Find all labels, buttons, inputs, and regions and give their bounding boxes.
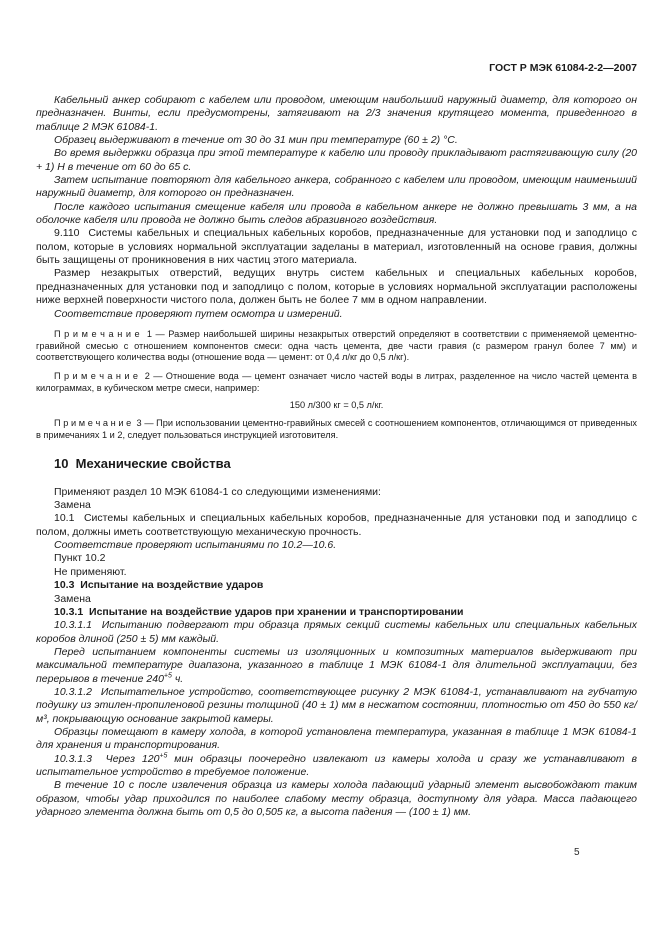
notes-block: [36, 329, 637, 442]
note-3: П р и м е ч а н и е 3 — При использовании цементно-гравийных смесей с соотношением компонентов, отличающимся от приведенных в примечаниях 1 и 2, следует пользоваться инструкцией изготовителя.: [36, 418, 637, 441]
clause-conformity-tests: Соответствие проверяют испытаниями по 10.2—10.6.: [54, 539, 337, 552]
superscript-tolerance-2: +5: [159, 752, 168, 760]
clause-repeat-test: Затем испытание повторяют для кабельного анкера, собранного с кабелем или проводом, имеющим наименьший наружный диаметр, для которого он предназначен.: [36, 174, 637, 200]
clause-10-3-1-3: [36, 753, 637, 780]
clause-specimen-hold: Образец выдерживают в течение от 30 до 31 мин при температуре (60 ± 2) °С.: [54, 134, 458, 147]
clause-displacement-limit: После каждого испытания смещение кабеля или провода в кабельном анкере не должно превышать 3 мм, а на оболочке кабеля или провода не должно быть следов абразивного воздействия.: [36, 200, 637, 227]
water-cement-formula: 150 л/300 кг = 0,5 л/кг.: [289, 400, 384, 411]
page-content: [36, 63, 637, 819]
clause-conformity-inspection: Соответствие проверяют путем осмотра и измерений.: [54, 307, 343, 320]
clause-10-3-1-2: 10.3.1.2 Испытательное устройство, соответствующее рисунку 2 МЭК 61084-1, устанавливают на губчатую подушку из этилен-пропиленовой резины толщиной (40 ± 1) мм в несжатом состоянии, плотностью от 450 до 550 кг/м³, покрывающую основание закрытой камеры.: [36, 685, 637, 725]
doc-code-header: ГОСТ Р МЭК 61084-2-2—2007: [489, 62, 637, 74]
note-2: П р и м е ч а н и е 2 — Отношение вода — цемент означает число частей воды в литрах, разделенное на число частей цемента в килограммах, в кубическом метре смеси, например:: [36, 370, 637, 393]
clause-replacement-2: Замена: [54, 592, 91, 605]
clause-not-applied: Не применяют.: [54, 565, 127, 578]
clause-9-110: 9.110 Системы кабельных и специальных кабельных коробов, предназначенные для установки под и заподлицо с полом, которые в условиях нормальной эксплуатации заделаны в материал, изготовленный на основе гравия, должны быть защищены от проникновения в них частиц этого материала.: [36, 227, 637, 267]
clause-10-3-1-heading: 10.3.1 Испытание на воздействие ударов при хранении и транспортировании: [54, 605, 464, 618]
superscript-tolerance: +5: [163, 672, 172, 680]
clause-impact-release: В течение 10 с после извлечения образца из камеры холода падающий ударный элемент высвобождают таким образом, чтобы удар приходился по наиболее слабому месту образца, доступному для удара. Масса падающего ударного элемента должна быть от 0,5 до 0,505 кг, а высота падения — (100 ± 1) мм.: [36, 779, 637, 819]
clause-replacement-1: Замена: [54, 499, 91, 512]
clause-conditioning: [36, 646, 637, 686]
conditioning-unit: ч.: [171, 672, 184, 685]
clause-cold-chamber: Образцы помещают в камеру холода, в которой установлена температура, указанная в таблице 1 МЭК 61084-1 для хранения и транспортирования.: [36, 725, 637, 752]
clause-10-3-heading: 10.3 Испытание на воздействие ударов: [54, 579, 264, 592]
clause-10-3-1-1: 10.3.1.1 Испытанию подвергают три образца прямых секций системы кабельных или специальных кабельных коробов длиной (250 ± 5) мм каждый.: [36, 619, 637, 645]
conditioning-text: Перед испытанием компоненты системы из изоляционных и композитных материалов выдерживают при максимальной температуре диапазона, указанного в таблице 1 МЭК 61084-1 для длительной эксплуатации, без перерывов в течение 240: [36, 645, 637, 685]
page-number: 5: [574, 847, 580, 858]
clause-item-10-2: Пункт 10.2: [54, 552, 106, 565]
extraction-text: 10.3.1.3 Через 120: [54, 752, 160, 765]
section-10-heading: 10 Механические свойства: [54, 455, 231, 471]
clause-apply-section: Применяют раздел 10 МЭК 61084-1 со следующими изменениями:: [54, 485, 381, 498]
clause-cable-anchor-assembly: Кабельный анкер собирают с кабелем или проводом, имеющим наибольший наружный диаметр, для которого он предназначен. Винты, если предусмотрены, затягивают на 2/3 значения крутящего момента, приведенного в таблице 2 МЭК 61084-1.: [36, 94, 637, 133]
clause-tension-force: Во время выдержки образца при этой температуре к кабелю или проводу прикладывают растягивающую силу (20 + 1) Н в течение от 60 до 65 с.: [36, 147, 637, 173]
extraction-continuation: мин образцы поочередно извлекают из камеры холода и сразу же устанавливают в испытательное устройство в требуемое положение.: [36, 752, 637, 778]
note-1: П р и м е ч а н и е 1 — Размер наибольшей ширины незакрытых отверстий определяют в соответствии с применяемой цементно-гравийной смесью с отношением компонентов смеси: одна часть цемента, две части гравия (с размером гранул более 7 мм) и соответствующего количества воды (отношение вода — цемент: от 0,4 л/кг до 0,5 л/кг).: [36, 328, 637, 363]
clause-10-1: 10.1 Системы кабельных и специальных кабельных коробов, предназначенные для установки под и заподлицо с полом, должны иметь соответствующую механическую прочность.: [36, 512, 637, 538]
clause-opening-size: Размер незакрытых отверстий, ведущих внутрь систем кабельных и специальных кабельных коробов, предназначенных для установки под и заподлицо с полом, которые в условиях нормальной эксплуатации расположены ниже верхней поверхности чистого пола, должен быть не более 7 мм в одном направлении.: [36, 267, 637, 307]
